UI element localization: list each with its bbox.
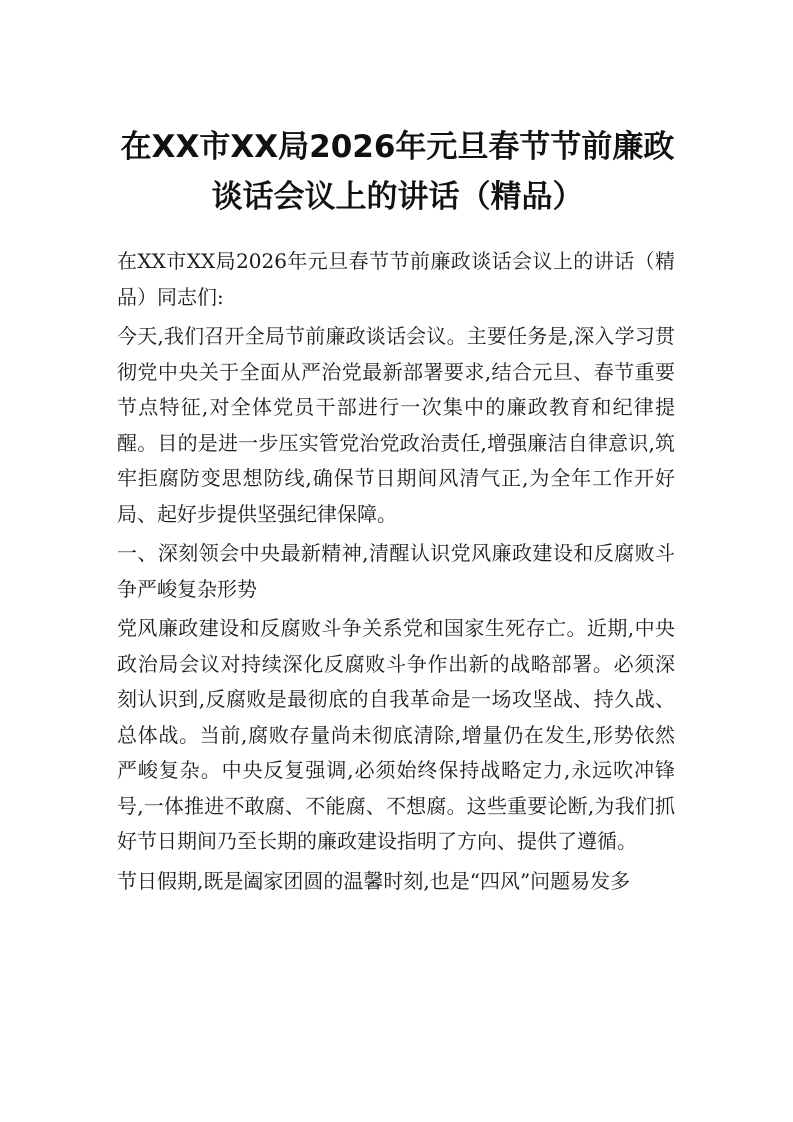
- section-heading-1: 一、深刻领会中央最新精神,清醒认识党风廉政建设和反腐败斗争严峻复杂形势: [117, 541, 675, 601]
- paragraph-intro: 今天,我们召开全局节前廉政谈话会议。主要任务是,深入学习贯彻党中央关于全面从严治党最新部署要求,结合元旦、春节重要节点特征,对全体党员干部进行一次集中的廉政教育和纪律提醒。目的是进一步压实管党治党政治责任,增强廉洁自律意识,筑牢拒腐防变思想防线,确保节日期间风清气正,为全年工作开好局、起好步提供坚强纪律保障。: [117, 324, 675, 526]
- paragraph-situation: 党风廉政建设和反腐败斗争关系党和国家生死存亡。近期,中央政治局会议对持续深化反腐败斗争作出新的战略部署。必须深刻认识到,反腐败是最彻底的自我革命是一场攻坚战、持久战、总体战。当前,腐败存量尚未彻底清除,增量仍在发生,形势依然严峻复杂。中央反复强调,必须始终保持战略定力,永远吹冲锋号,一体推进不敢腐、不能腐、不想腐。这些重要论断,为我们抓好节日期间乃至长期的廉政建设指明了方向、提供了遵循。: [117, 616, 675, 853]
- document-title: 在XX市XX局2026年元旦春节节前廉政谈话会议上的讲话（精品）: [120, 129, 675, 215]
- document-body: [117, 244, 675, 903]
- paragraph-holiday: 节日假期,既是阖家团圆的温馨时刻,也是“四风”问题易发多: [117, 868, 631, 893]
- paragraph-greeting: 在XX市XX局2026年元旦春节节前廉政谈话会议上的讲话（精品）同志们:: [117, 249, 675, 309]
